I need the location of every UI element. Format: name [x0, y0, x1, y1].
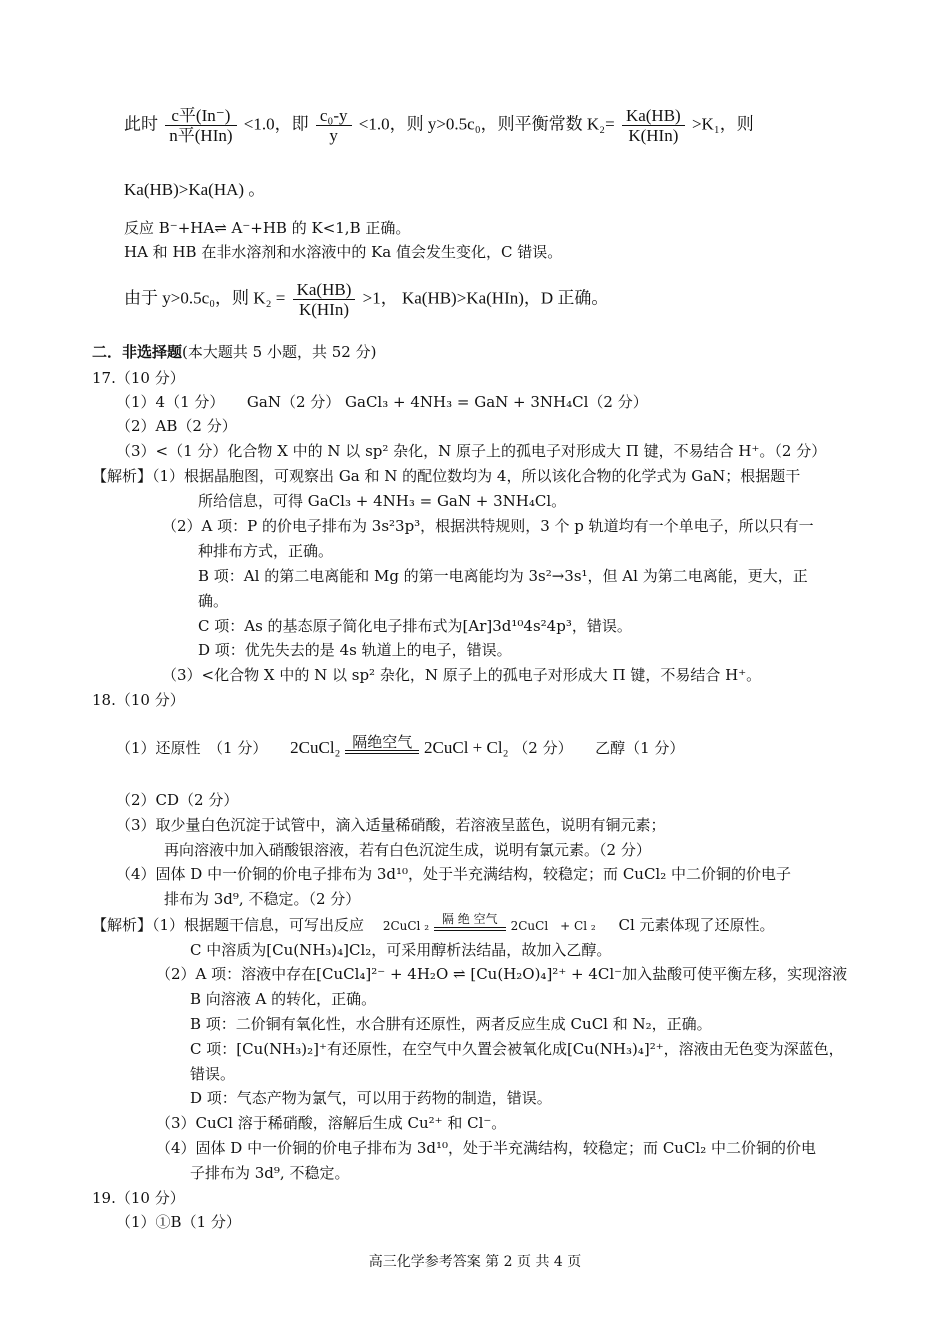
explanation-line: D 项：优先失去的是 4s 轨道上的电子，错误。: [198, 641, 512, 659]
equation-line-2: Ka(HB)>Ka(HA) 。: [124, 180, 266, 199]
explanation-line: 【解析】（1）根据晶胞图，可观察出 Ga 和 N 的配位数均为 4，所以该化合物的化学式为 GaN；根据题干: [92, 467, 801, 485]
text: <1.0，则 y>0.5c₀，则平衡常数 K₂=: [358, 114, 615, 134]
paragraph-line: HA 和 HB 在非水溶剂和水溶液中的 Ka 值会发生变化，C 错误。: [124, 243, 563, 261]
answer-line: （3）<（1 分）化合物 X 中的 N 以 sp² 杂化，N 原子上的孤电子对形成大 Π 键，不易结合 H⁺。（2 分）: [116, 442, 827, 460]
explanation-line-equation: 【解析】（1）根据题干信息，可写出反应 2CuCl ₂ 隔 绝 空气 2CuCl + Cl ₂ Cl 元素体现了还原性。: [92, 912, 775, 934]
question-head: 17.（10 分）: [92, 369, 185, 387]
explanation-line: 错误。: [190, 1065, 236, 1083]
question-head: 18.（10 分）: [92, 691, 185, 709]
equation-line-1: [124, 106, 754, 145]
explanation-line: C 项：[Cu(NH₃)₂]⁺有还原性，在空气中久置会被氧化成[Cu(NH₃)₄]²⁺，溶液由无色变为深蓝色，: [190, 1040, 844, 1058]
reaction-arrow: 隔 绝 空气: [434, 911, 506, 931]
text: 此时: [124, 114, 158, 134]
text: <1.0，即: [243, 114, 309, 134]
fraction-1: $\frac{\text{c平(In⁻)}}{\text{n平(HIn)}}$: [165, 106, 236, 145]
explanation-line: 子排布为 3d⁹, 不稳定。: [190, 1164, 350, 1182]
explanation-line: （2）A 项：溶液中存在[CuCl₄]²⁻ + 4H₂O ⇌ [Cu(H₂O)₄]²⁺ + 4Cl⁻加入盐酸可使平衡左移，实现溶液: [156, 965, 848, 983]
answer-line: （2）AB（2 分）: [116, 417, 237, 435]
fraction-2: $\frac{\text{c₀-y}}{y}$: [316, 106, 352, 145]
reaction-arrow: 隔绝空气: [345, 734, 419, 754]
explanation-line: B 项：二价铜有氧化性，水合肼有还原性，两者反应生成 CuCl 和 N₂，正确。: [190, 1015, 712, 1033]
answer-line: （1）①B（1 分）: [116, 1213, 241, 1231]
explanation-line: 确。: [198, 592, 229, 610]
explanation-line: 种排布方式，正确。: [198, 542, 334, 560]
explanation-line: （3）CuCl 溶于稀硝酸，溶解后生成 Cu²⁺ 和 Cl⁻。: [156, 1114, 507, 1132]
explanation-line: 所给信息，可得 GaCl₃ + 4NH₃ = GaN + 3NH₄Cl。: [198, 492, 567, 510]
text: >K₁，则: [691, 114, 754, 134]
answer-line: （3）取少量白色沉淀于试管中，滴入适量稀硝酸，若溶液呈蓝色，说明有铜元素；: [116, 816, 666, 834]
explanation-line: B 项：Al 的第二电离能和 Mg 的第一电离能均为 3s²→3s¹，但 Al 为第二电离能，更大，正: [198, 567, 808, 585]
page-footer: 高三化学参考答案 第 2 页 共 4 页: [368, 1254, 582, 1270]
text: >1， Ka(HB)>Ka(HIn)，D 正确。: [362, 288, 609, 308]
question-head: 19.（10 分）: [92, 1189, 185, 1207]
text: 由于 y>0.5c₀，则 K₂ =: [124, 288, 286, 308]
explanation-line: （2）A 项：P 的价电子排布为 3s²3p³，根据洪特规则，3 个 p 轨道均有一个单电子，所以只有一: [162, 517, 814, 535]
explanation-line: （3）<化合物 X 中的 N 以 sp² 杂化，N 原子上的孤电子对形成大 Π 键，不易结合 H⁺。: [162, 666, 762, 684]
explanation-line: C 中溶质为[Cu(NH₃)₄]Cl₂，可采用醇析法结晶，故加入乙醇。: [190, 941, 612, 959]
explanation-line: （4）固体 D 中一价铜的价电子排布为 3d¹⁰，处于半充满结构，较稳定；而 CuCl₂ 中二价铜的价电: [156, 1139, 817, 1157]
explanation-line: D 项：气态产物为氯气，可以用于药物的制造，错误。: [190, 1089, 552, 1107]
fraction-4: $\frac{Ka(HB)}{\text{K(HIn)}}$: [293, 280, 356, 319]
answer-line: （4）固体 D 中一价铜的价电子排布为 3d¹⁰，处于半充满结构，较稳定；而 CuCl₂ 中二价铜的价电子: [116, 865, 792, 883]
explanation-line: C 项：As 的基态原子简化电子排布式为[Ar]3d¹⁰4s²4p³，错误。: [198, 617, 632, 635]
answer-line-equation: （1）还原性 （1 分） 2CuCl₂ 隔绝空气 2CuCl + Cl₂ （2 分） 乙醇（1 分）: [116, 733, 685, 757]
explanation-line: B 向溶液 A 的转化，正确。: [190, 990, 377, 1008]
answer-line: （1）4（1 分） GaN（2 分） GaCl₃ + 4NH₃ = GaN + 3NH₄Cl（2 分）: [116, 393, 648, 411]
equation-line-5: [124, 280, 608, 319]
answer-line: （2）CD（2 分）: [116, 791, 239, 809]
fraction-3: $\frac{Ka(HB)}{\text{K(HIn)}}$: [622, 106, 685, 145]
answer-line: 再向溶液中加入硝酸银溶液，若有白色沉淀生成，说明有氯元素。（2 分）: [164, 841, 651, 859]
answer-line: 排布为 3d⁹, 不稳定。（2 分）: [164, 890, 361, 908]
paragraph-line: 反应 B⁻+HA⇌ A⁻+HB 的 K<1,B 正确。: [124, 219, 411, 237]
section-heading: 二．非选择题(本大题共 5 小题，共 52 分): [92, 343, 377, 361]
